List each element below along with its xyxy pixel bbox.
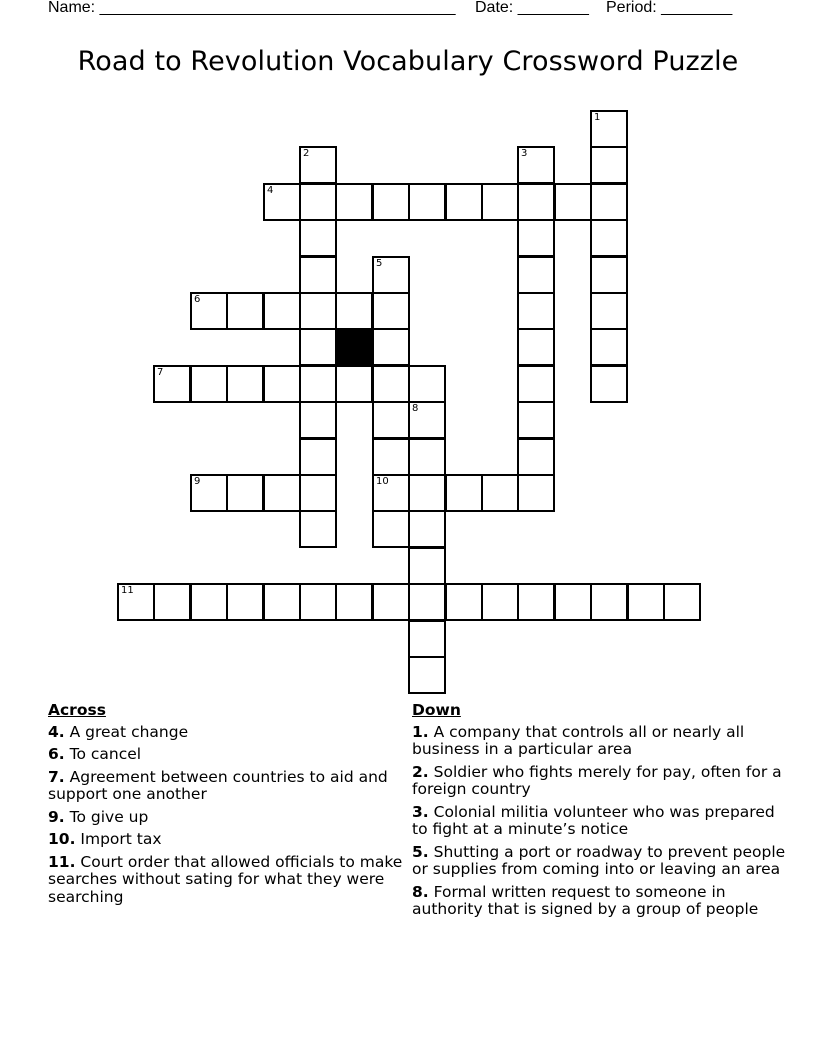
crossword-cell[interactable] xyxy=(590,583,628,621)
crossword-cell[interactable] xyxy=(299,583,337,621)
clue-across-4: 4. A great change xyxy=(48,722,189,741)
date-field[interactable]: Date: ________ xyxy=(475,0,589,16)
crossword-cell[interactable] xyxy=(372,365,410,403)
crossword-cell[interactable] xyxy=(517,292,555,330)
clue-number-1: 1 xyxy=(594,112,601,123)
crossword-cell[interactable] xyxy=(299,474,337,512)
crossword-cell[interactable] xyxy=(372,438,410,476)
clue-number-10: 10 xyxy=(376,476,389,487)
crossword-cell[interactable] xyxy=(299,146,337,184)
crossword-cell[interactable] xyxy=(299,328,337,366)
crossword-cell[interactable] xyxy=(299,438,337,476)
clue-across-11: 11. Court order that allowed officials to make searches without sating for what they were searching xyxy=(48,852,403,906)
crossword-cell[interactable] xyxy=(517,256,555,294)
name-field[interactable]: Name: ________________________________________ xyxy=(48,0,456,16)
crossword-cell[interactable] xyxy=(226,365,264,403)
clue-number-8: 8 xyxy=(412,403,419,414)
down-clues xyxy=(412,702,792,924)
crossword-cell[interactable] xyxy=(299,510,337,548)
crossword-cell[interactable] xyxy=(190,474,228,512)
clue-number-6: 6 xyxy=(194,294,201,305)
crossword-cell[interactable] xyxy=(299,183,337,221)
crossword-cell[interactable] xyxy=(226,292,264,330)
crossword-cell[interactable] xyxy=(445,183,483,221)
crossword-cell[interactable] xyxy=(372,256,410,294)
crossword-cell[interactable] xyxy=(590,183,628,221)
across-heading: Across xyxy=(48,701,106,719)
clue-across-10: 10. Import tax xyxy=(48,830,162,848)
crossword-cell[interactable] xyxy=(627,583,665,621)
crossword-cell[interactable] xyxy=(372,183,410,221)
crossword-cell[interactable] xyxy=(517,219,555,257)
crossword-cell[interactable] xyxy=(117,583,155,621)
crossword-cell[interactable] xyxy=(372,583,410,621)
clue-down-3: 3. Colonial militia volunteer who was prepared to fight at a minute’s notice xyxy=(412,802,775,838)
crossword-cell[interactable] xyxy=(590,256,628,294)
clue-down-8: 8. Formal written request to someone in authority that is signed by a group of people xyxy=(412,882,759,918)
crossword-cell[interactable] xyxy=(190,583,228,621)
crossword-cell[interactable] xyxy=(226,474,264,512)
crossword-cell[interactable] xyxy=(517,401,555,439)
crossword-cell[interactable] xyxy=(408,474,446,512)
crossword-cell[interactable] xyxy=(481,183,519,221)
crossword-cell[interactable] xyxy=(408,620,446,658)
crossword-cell[interactable] xyxy=(408,510,446,548)
clue-number-11: 11 xyxy=(121,585,134,596)
blocked-cell xyxy=(335,328,373,366)
crossword-cell[interactable] xyxy=(408,547,446,585)
clue-across-6: 6. To cancel xyxy=(48,745,142,763)
crossword-cell[interactable] xyxy=(408,656,446,694)
crossword-cell[interactable] xyxy=(335,365,373,403)
crossword-cell[interactable] xyxy=(263,365,301,403)
clue-across-7: 7. Agreement between countries to aid and support one another xyxy=(48,767,388,803)
crossword-cell[interactable] xyxy=(663,583,701,621)
crossword-cell[interactable] xyxy=(372,401,410,439)
crossword-cell[interactable] xyxy=(517,328,555,366)
crossword-cell[interactable] xyxy=(408,183,446,221)
period-field[interactable]: Period: ________ xyxy=(606,0,733,16)
crossword-cell[interactable] xyxy=(153,583,191,621)
crossword-cell[interactable] xyxy=(517,438,555,476)
crossword-cell[interactable] xyxy=(153,365,191,403)
crossword-cell[interactable] xyxy=(335,292,373,330)
crossword-cell[interactable] xyxy=(517,365,555,403)
crossword-cell[interactable] xyxy=(481,583,519,621)
crossword-cell[interactable] xyxy=(590,292,628,330)
clue-number-3: 3 xyxy=(521,148,528,159)
crossword-cell[interactable] xyxy=(263,474,301,512)
crossword-cell[interactable] xyxy=(263,583,301,621)
clue-down-5: 5. Shutting a port or roadway to prevent people or supplies from coming into or leaving an area xyxy=(412,842,786,878)
crossword-cell[interactable] xyxy=(445,474,483,512)
crossword-cell[interactable] xyxy=(263,183,301,221)
clue-down-1: 1. A company that controls all or nearly all business in a particular area xyxy=(412,722,745,758)
crossword-cell[interactable] xyxy=(590,146,628,184)
crossword-cell[interactable] xyxy=(299,256,337,294)
page-title: Road to Revolution Vocabulary Crossword Puzzle xyxy=(77,46,739,77)
crossword-cell[interactable] xyxy=(299,219,337,257)
crossword-cell[interactable] xyxy=(335,583,373,621)
crossword-cell[interactable] xyxy=(190,292,228,330)
clue-number-7: 7 xyxy=(157,367,164,378)
crossword-cell[interactable] xyxy=(226,583,264,621)
crossword-cell[interactable] xyxy=(408,583,446,621)
crossword-cell[interactable] xyxy=(517,583,555,621)
clue-number-9: 9 xyxy=(194,476,201,487)
crossword-cell[interactable] xyxy=(481,474,519,512)
crossword-cell[interactable] xyxy=(517,146,555,184)
crossword-cell[interactable] xyxy=(408,401,446,439)
crossword-cell[interactable] xyxy=(445,583,483,621)
clue-down-2: 2. Soldier who fights merely for pay, often for a foreign country xyxy=(412,762,782,798)
crossword-cell[interactable] xyxy=(590,328,628,366)
crossword-cell[interactable] xyxy=(408,365,446,403)
crossword-cell[interactable] xyxy=(372,328,410,366)
crossword-cell[interactable] xyxy=(335,183,373,221)
crossword-cell[interactable] xyxy=(299,365,337,403)
crossword-cell[interactable] xyxy=(408,438,446,476)
clue-number-5: 5 xyxy=(376,258,383,269)
down-heading: Down xyxy=(412,701,461,719)
clue-number-4: 4 xyxy=(267,185,274,196)
crossword-cell[interactable] xyxy=(517,474,555,512)
crossword-cell[interactable] xyxy=(299,292,337,330)
crossword-cell[interactable] xyxy=(299,401,337,439)
crossword-cell[interactable] xyxy=(372,292,410,330)
crossword-cell[interactable] xyxy=(554,583,592,621)
crossword-cell[interactable] xyxy=(263,292,301,330)
crossword-cell[interactable] xyxy=(554,183,592,221)
clue-number-2: 2 xyxy=(303,148,310,159)
crossword-cell[interactable] xyxy=(590,110,628,148)
crossword-cell[interactable] xyxy=(590,219,628,257)
crossword-cell[interactable] xyxy=(372,474,410,512)
crossword-cell[interactable] xyxy=(517,183,555,221)
crossword-cell[interactable] xyxy=(372,510,410,548)
crossword-cell[interactable] xyxy=(190,365,228,403)
crossword-cell[interactable] xyxy=(590,365,628,403)
clue-across-9: 9. To give up xyxy=(48,807,149,826)
across-clues xyxy=(48,702,408,911)
